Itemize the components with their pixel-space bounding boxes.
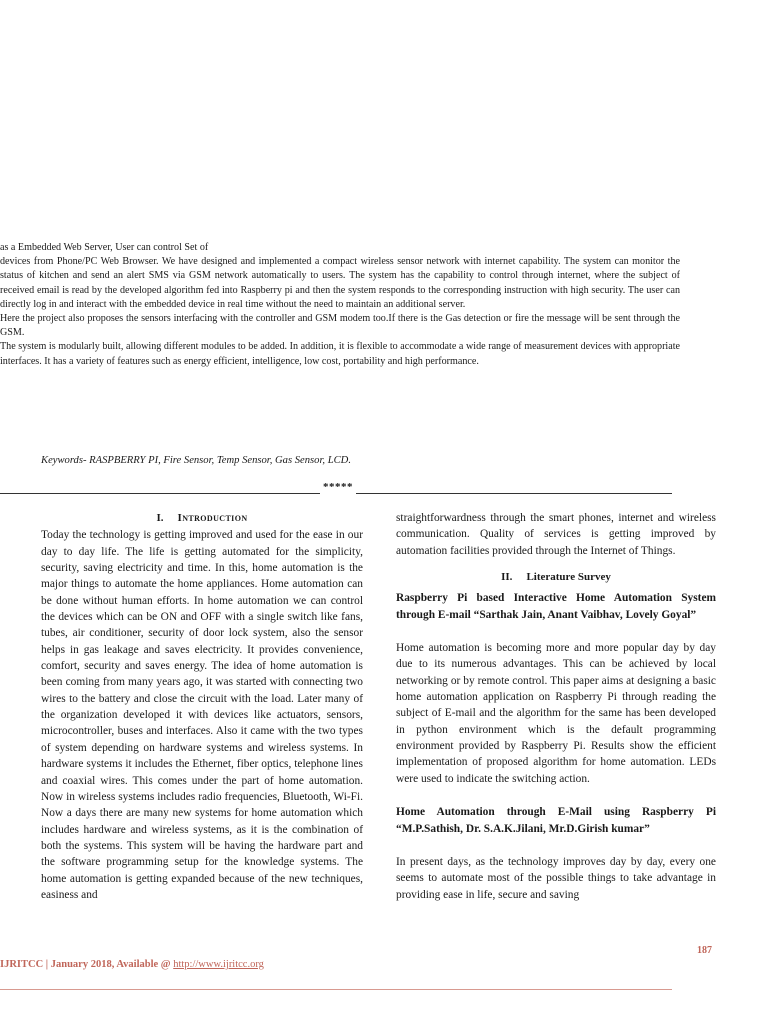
abstract-line: Here the project also proposes the sensors interfacing with the controller and GSM modem too.If there is the Gas detection or fire the message will be sent through the GSM. [0, 313, 680, 339]
journal-citation: IJRITCC | January 2018, Available @ [0, 959, 174, 970]
section-number: I. [156, 512, 164, 524]
divider-line-left [0, 493, 320, 494]
subsection-body: Home automation is becoming more and more popular day by day due to its numerous advantages. This can be achieved by local networking or by remote control. This paper aims at designing a basic home automation application on Raspberry Pi through reading the subject of E-mail and the algorithm for the same has been developed in python environment which is the default programming environment provided by Raspberry Pi. Results show the efficient implementation of proposed algorithm for home automation. LEDs were used to indicate the switching action. [396, 642, 716, 785]
abstract-line: The system is modularly built, allowing different modules to be added. In addition, it is flexible to accommodate a wide range of measurement devices with appropriate interfaces. It has a variety of features such as energy efficient, intelligence, low cost, portability and high performance. [0, 341, 680, 367]
section-number: II. [501, 571, 513, 584]
left-column [41, 510, 363, 903]
journal-link[interactable]: http://www.ijritcc.org [173, 959, 264, 970]
subsection-title: Raspberry Pi based Interactive Home Automation System through E-mail “Sarthak Jain, Anant Vaibhav, Lovely Goyal” [396, 592, 716, 621]
divider-line-right [356, 493, 672, 494]
footer-journal [0, 959, 264, 970]
right-column [396, 510, 716, 903]
abstract-text [0, 241, 680, 369]
subsection-title: Home Automation through E-Mail using Raspberry Pi “M.P.Sathish, Dr. S.A.K.Jilani, Mr.D.Girish kumar” [396, 806, 716, 835]
literature-survey-heading [396, 569, 716, 585]
section-title: Literature Survey [526, 571, 611, 584]
footer-rule [0, 989, 672, 990]
introduction-body: Today the technology is getting improved and used for the ease in our day to day life. The life is getting automated for the simplicity, security, saving electricity and time. In this, home automation is the major things to automate the home appliances. Home automation can be done without human efforts. In home automation we can control the devices which can be ON and OFF with a single switch like fans, tubes, air conditioner, security of door lock system, also the sensor helps in gas leakage and saves electricity. It provides convenience, comfort, security and saves energy. The idea of home automation is been coming from many years ago, it was started with connecting two wires to the battery and close the circuit with the load. Later many of the organization developed it with devices like actuators, sensors, microcontroller, buses and interfaces. Also it came with the two types of system depending on hardware systems and wireless systems. In hardware systems it includes the Ethernet, fiber optics, telephone lines and coaxial wires. This comes under the part of home automation. Now in wireless systems includes radio frequencies, Bluetooth, Wi-Fi. Now a days there are many new systems for home automation which includes hardware and wireless systems, as it is the combination of both the systems. This system will be having the hardware part and the software programming setup for the knowledge systems. The home automation is getting expanded because of the new techniques, easiness and [41, 529, 363, 901]
section-title: Introduction [177, 512, 248, 524]
keywords: Keywords- RASPBERRY PI, Fire Sensor, Temp Sensor, Gas Sensor, LCD. [41, 455, 351, 466]
page-number: 187 [697, 945, 712, 956]
abstract-line: devices from Phone/PC Web Browser. We have designed and implemented a compact wireless sensor network with internet capability. The system can monitor the status of kitchen and send an alert SMS via GSM network automatically to users. The system has the capability to control through internet, where the subject of received email is read by the developed algorithm fed into Raspberry pi and then the system responds to the corresponding instruction with high security. The user can directly log in and interact with the embedded device in real time without the need to maintain an additional server. [0, 256, 680, 310]
divider-stars: ***** [323, 481, 353, 493]
introduction-continuation: straightforwardness through the smart phones, internet and wireless communication. Quality of services is getting improved by automation facilities provided through the Internet of Things. [396, 512, 716, 557]
subsection-body: In present days, as the technology improves day by day, every one seems to automate most of the possible things to take advantage in providing ease in life, secure and saving [396, 855, 716, 901]
section-divider [0, 481, 672, 495]
abstract-line: as a Embedded Web Server, User can control Set of [0, 242, 209, 253]
introduction-heading [41, 510, 363, 526]
